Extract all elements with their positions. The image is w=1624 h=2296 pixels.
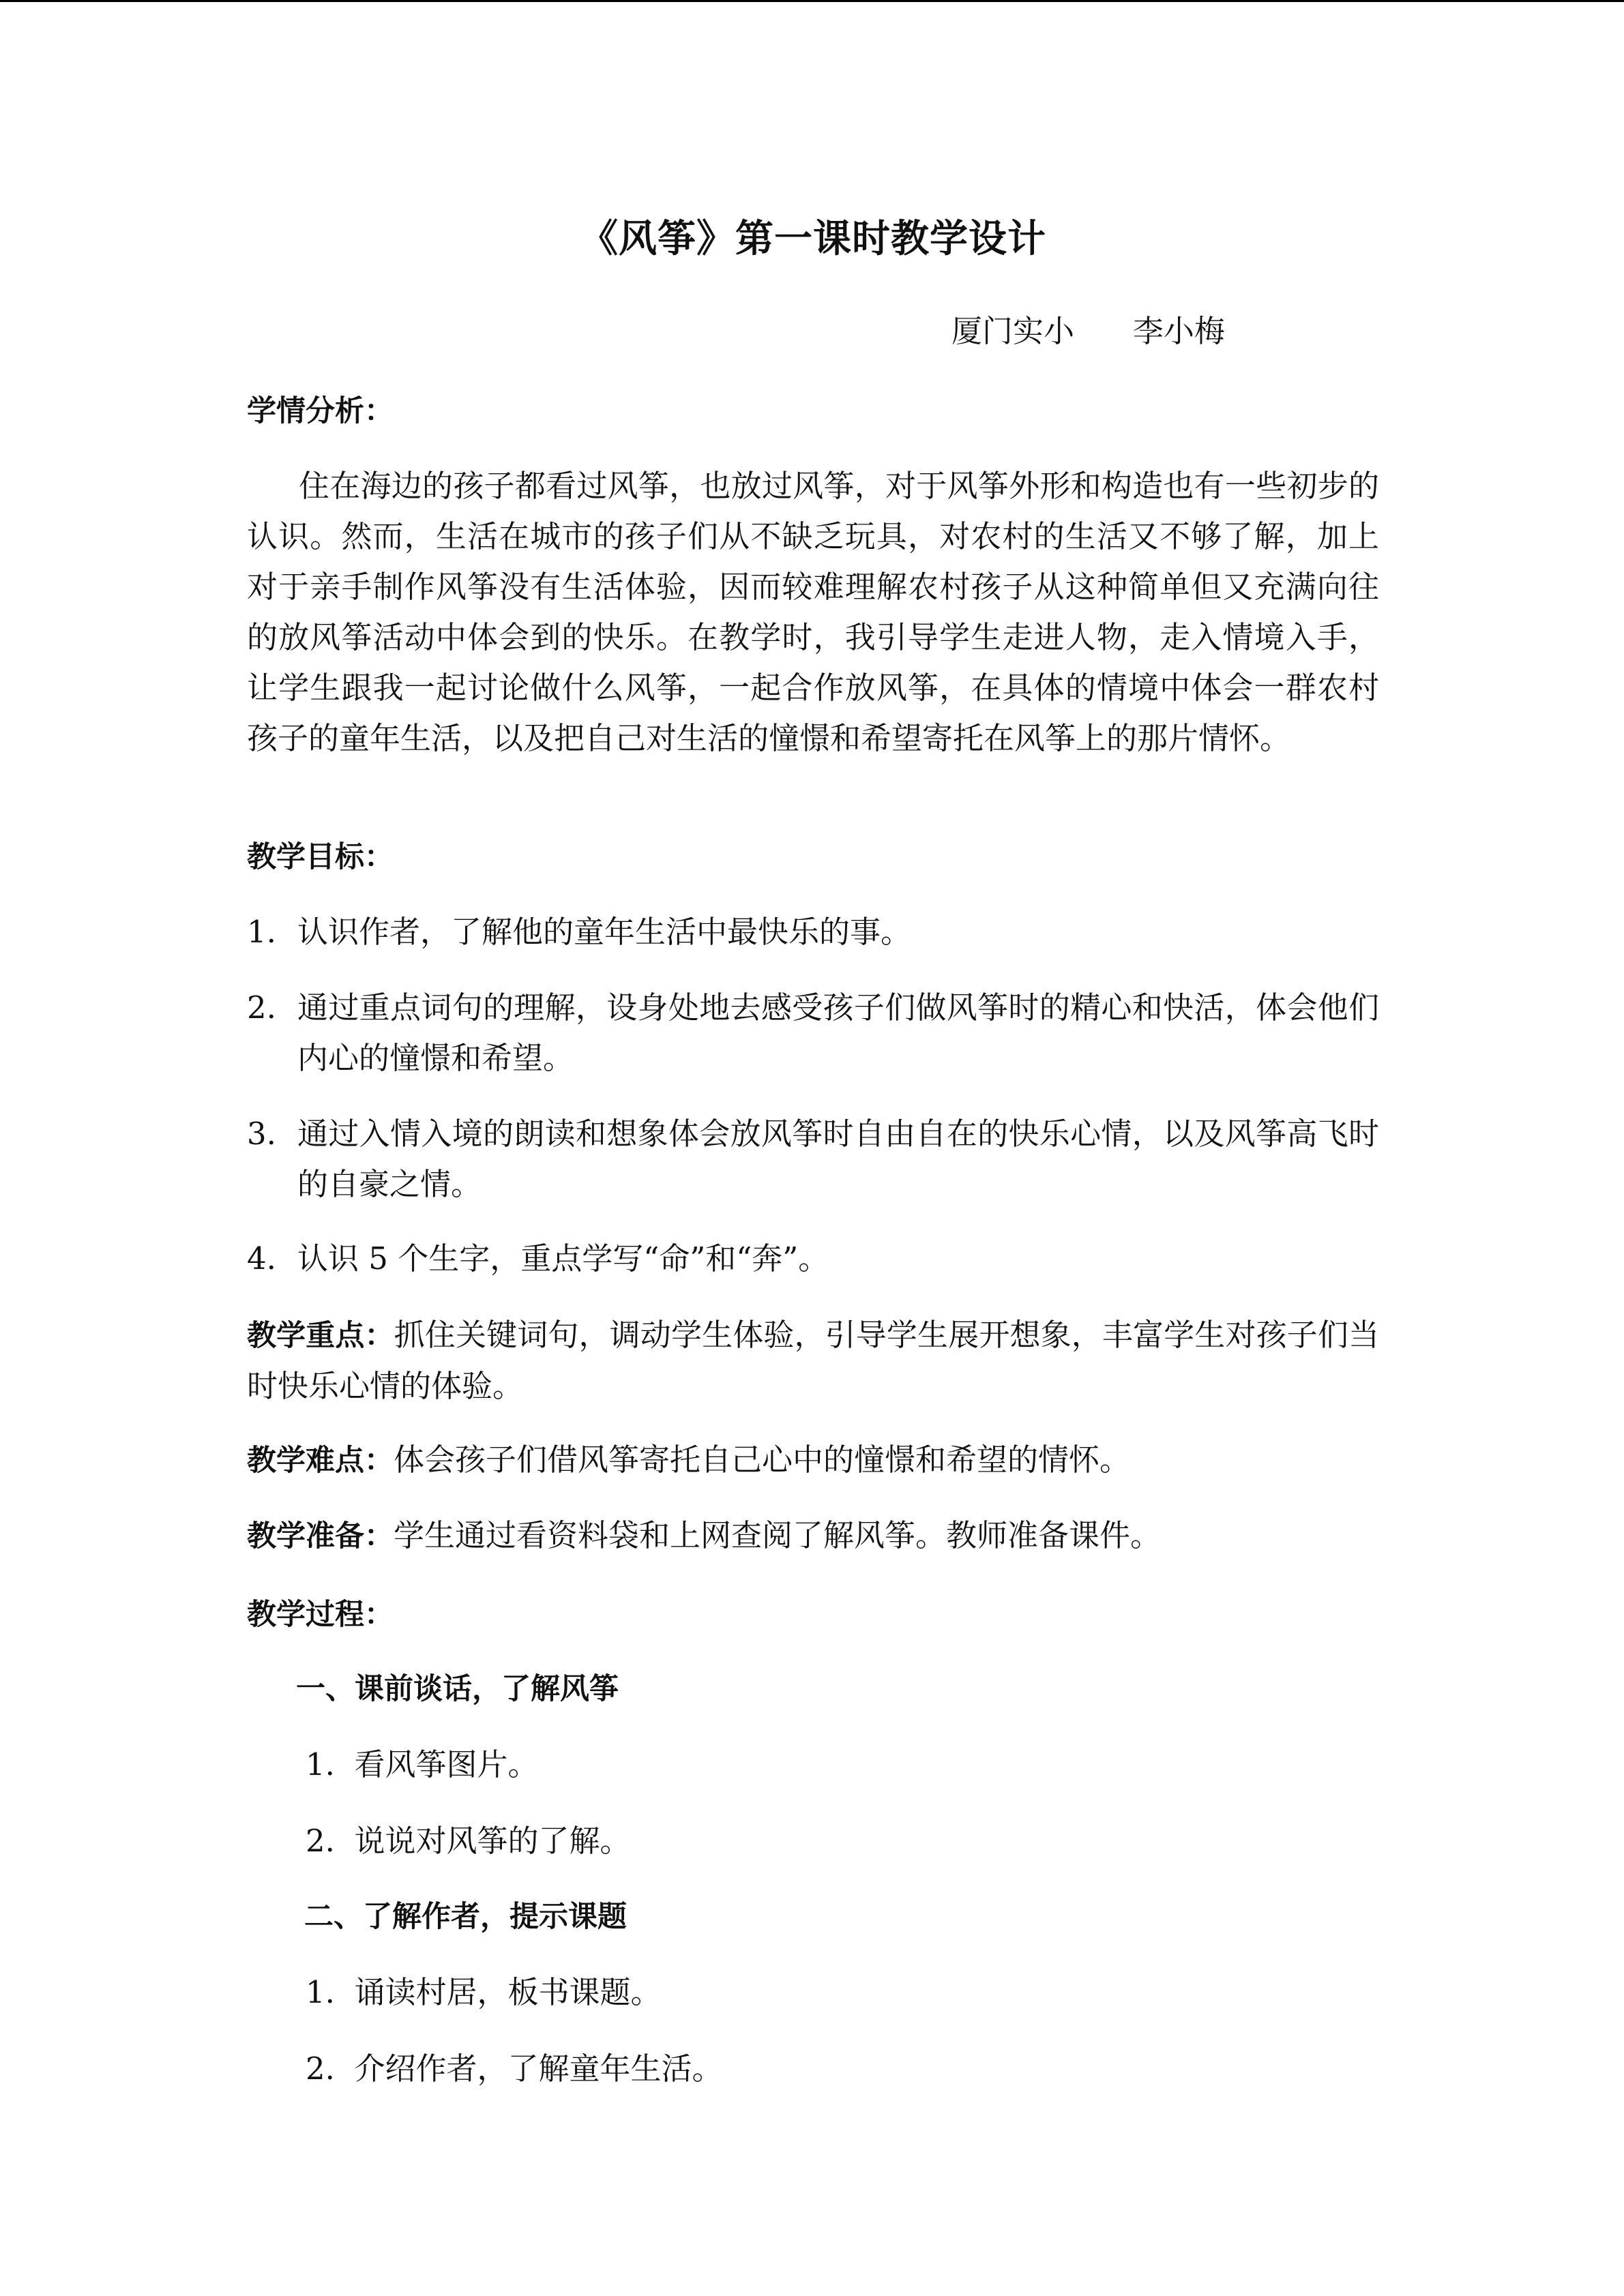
objective-number: 1. <box>247 914 276 950</box>
preparation-label: 教学准备： <box>247 1519 394 1553</box>
difficulty-block <box>247 1435 1379 1486</box>
objective-text: 认识 5 个生字，重点学写“命”和“奔”。 <box>297 1240 829 1277</box>
preparation-block <box>247 1510 1379 1562</box>
key-point-text: 抓住关键词句，调动学生体验，引导学生展开想象，丰富学生对孩子们当时快乐心情的体验。 <box>247 1317 1379 1404</box>
objective-item <box>247 1234 1379 1284</box>
objective-number: 3. <box>247 1116 276 1152</box>
author-line <box>951 311 1225 352</box>
objective-item <box>247 907 1379 957</box>
preparation-text: 学生通过看资料袋和上网查阅了解风筝。教师准备课件。 <box>394 1517 1162 1553</box>
author-school: 厦门实小 <box>951 313 1075 349</box>
difficulty-label: 教学难点： <box>247 1444 394 1478</box>
objective-item <box>247 983 1379 1084</box>
process-step: 2. 介绍作者，了解童年生活。 <box>306 2051 723 2087</box>
document-title: 《风筝》第一课时教学设计 <box>580 217 1046 261</box>
objective-number: 2. <box>247 989 276 1026</box>
objective-text: 认识作者，了解他的童年生活中最快乐的事。 <box>297 914 912 950</box>
difficulty-text: 体会孩子们借风筝寄托自己心中的憧憬和希望的情怀。 <box>394 1442 1131 1478</box>
objectives-heading: 教学目标： <box>247 840 394 874</box>
process-step: 2. 说说对风筝的了解。 <box>306 1823 631 1859</box>
page-top-border <box>0 0 1624 2</box>
key-point-block <box>247 1310 1379 1412</box>
process-section-title: 二、了解作者，提示课题 <box>304 1900 627 1934</box>
key-point-label: 教学重点： <box>247 1319 394 1353</box>
process-heading: 教学过程： <box>247 1598 394 1632</box>
process-step: 1. 诵读村居，板书课题。 <box>306 1974 662 2010</box>
process-step: 1. 看风筝图片。 <box>306 1746 539 1783</box>
process-section-title: 一、课前谈话，了解风筝 <box>296 1672 619 1706</box>
learner-analysis-paragraph: 住在海边的孩子都看过风筝，也放过风筝，对于风筝外形和构造也有一些初步的认识。然而，生活在城市的孩子们从不缺乏玩具，对农村的生活又不够了解，加上对于亲手制作风筝没有生活体验，因而较难理解农村孩子从这种简单但又充满向往的放风筝活动中体会到的快乐。在教学时，我引导学生走进人物，走入情境入手，让学生跟我一起讨论做什么风筝，一起合作放风筝，在具体的情境中体会一群农村孩子的童年生活，以及把自己对生活的憧憬和希望寄托在风筝上的那片情怀。 <box>247 468 1379 756</box>
objective-number: 4. <box>247 1240 276 1277</box>
author-name: 李小梅 <box>1132 313 1225 349</box>
learner-analysis-heading: 学情分析： <box>247 394 394 428</box>
objective-text: 通过入情入境的朗读和想象体会放风筝时自由自在的快乐心情，以及风筝高飞时的自豪之情。 <box>297 1116 1379 1202</box>
objective-text: 通过重点词句的理解，设身处地去感受孩子们做风筝时的精心和快活，体会他们内心的憧憬和希望。 <box>297 989 1379 1076</box>
objective-item <box>247 1109 1379 1210</box>
